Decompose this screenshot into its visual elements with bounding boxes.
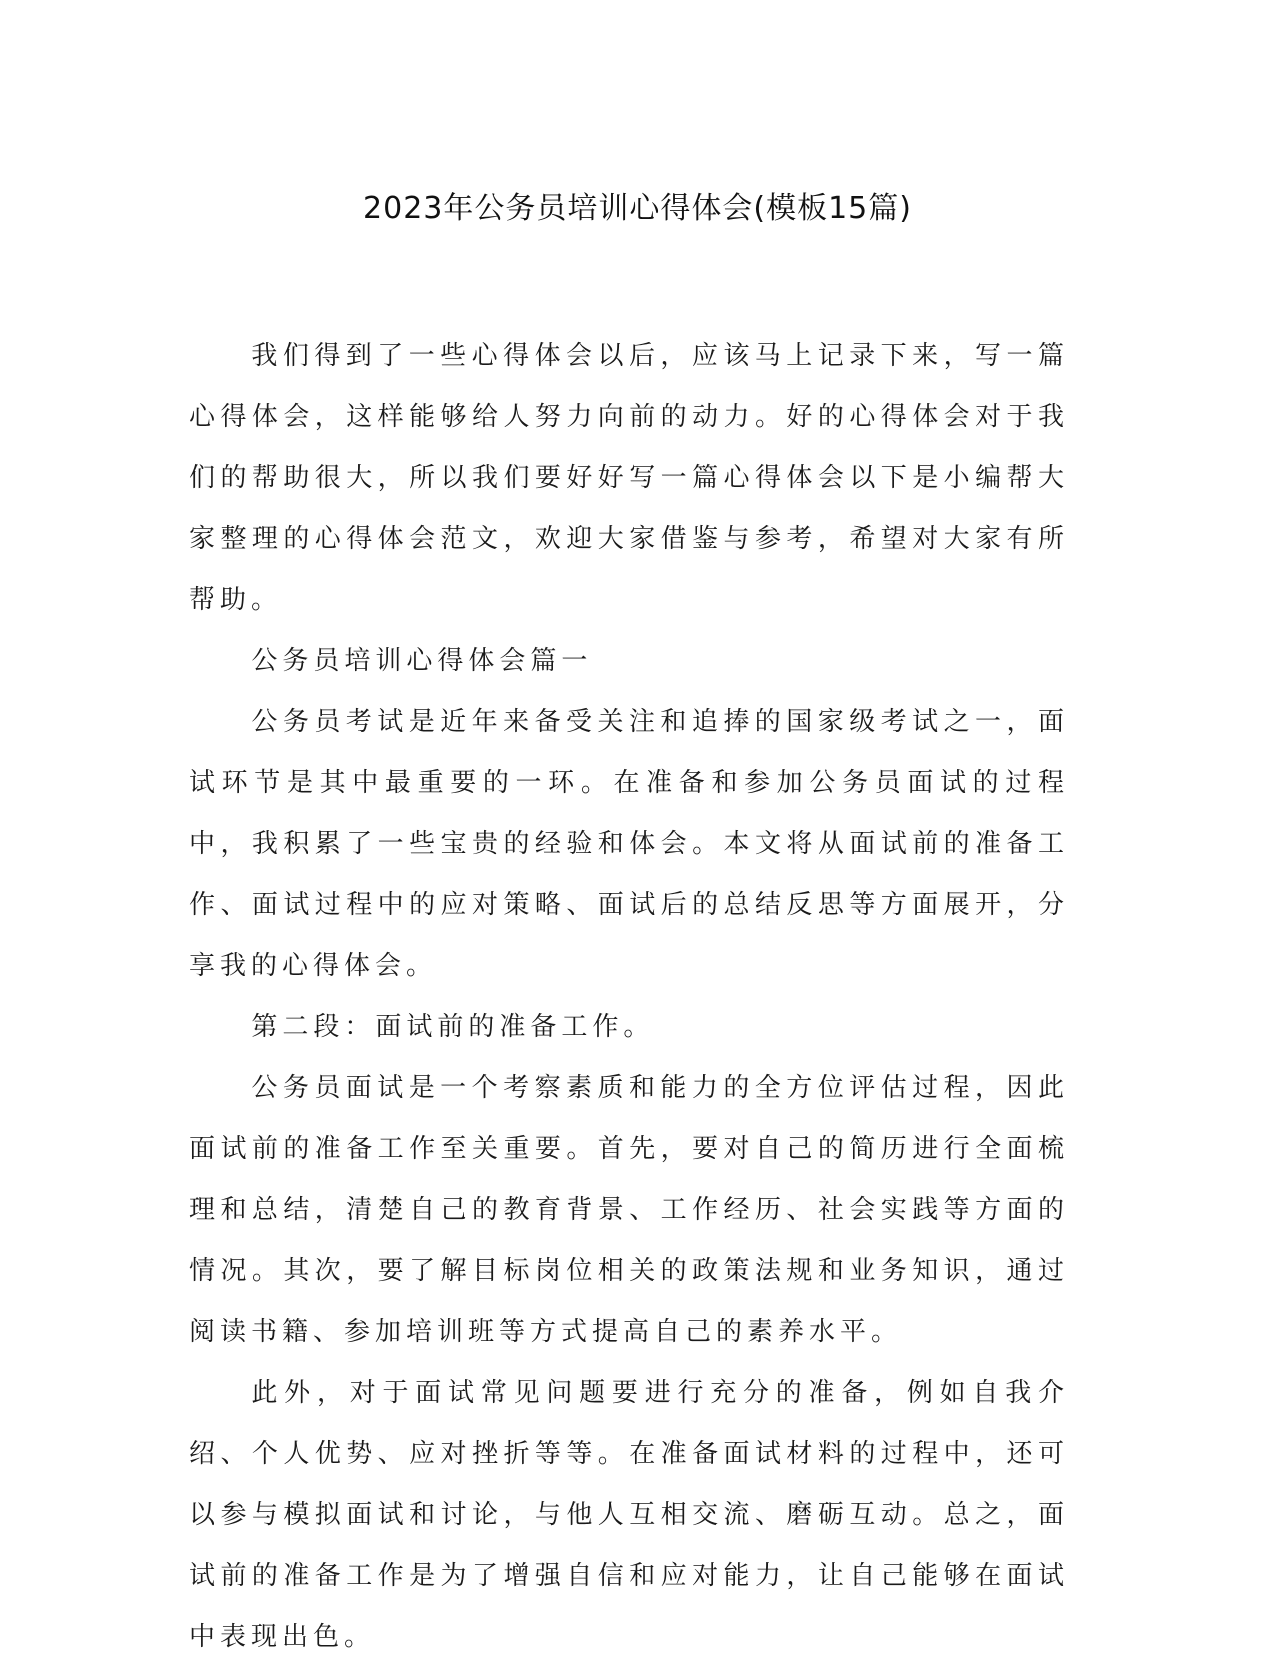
paragraph-preparation: 公务员面试是一个考察素质和能力的全方位评估过程，因此面试前的准备工作至关重要。首先，要对自己的简历进行全面梳理和总结，清楚自己的教育背景、工作经历、社会实践等方面的情况。其次，要了解目标岗位相关的政策法规和业务知识，通过阅读书籍、参加培训班等方式提高自己的素养水平。 <box>189 1073 1069 1347</box>
section-heading-preparation: 第二段：面试前的准备工作。 <box>251 1012 655 1042</box>
intro-paragraph: 我们得到了一些心得体会以后，应该马上记录下来，写一篇心得体会，这样能够给人努力向前的动力。好的心得体会对于我们的帮助很大，所以我们要好好写一篇心得体会以下是小编帮大家整理的心得体会范文，欢迎大家借鉴与参考，希望对大家有所帮助。 <box>189 341 1069 615</box>
section-heading-part-one: 公务员培训心得体会篇一 <box>251 646 593 676</box>
paragraph-common-questions: 此外，对于面试常见问题要进行充分的准备，例如自我介绍、个人优势、应对挫折等等。在准备面试材料的过程中，还可以参与模拟面试和讨论，与他人互相交流、磨砺互动。总之，面试前的准备工作是为了增强自信和应对能力，让自己能够在面试中表现出色。 <box>189 1378 1069 1652</box>
document-title: 2023年公务员培训心得体会(模板15篇) <box>363 191 912 226</box>
paragraph-exam-overview: 公务员考试是近年来备受关注和追捧的国家级考试之一，面试环节是其中最重要的一环。在准备和参加公务员面试的过程中，我积累了一些宝贵的经验和体会。本文将从面试前的准备工作、面试过程中的应对策略、面试后的总结反思等方面展开，分享我的心得体会。 <box>189 707 1069 981</box>
document-body <box>189 326 1069 1668</box>
